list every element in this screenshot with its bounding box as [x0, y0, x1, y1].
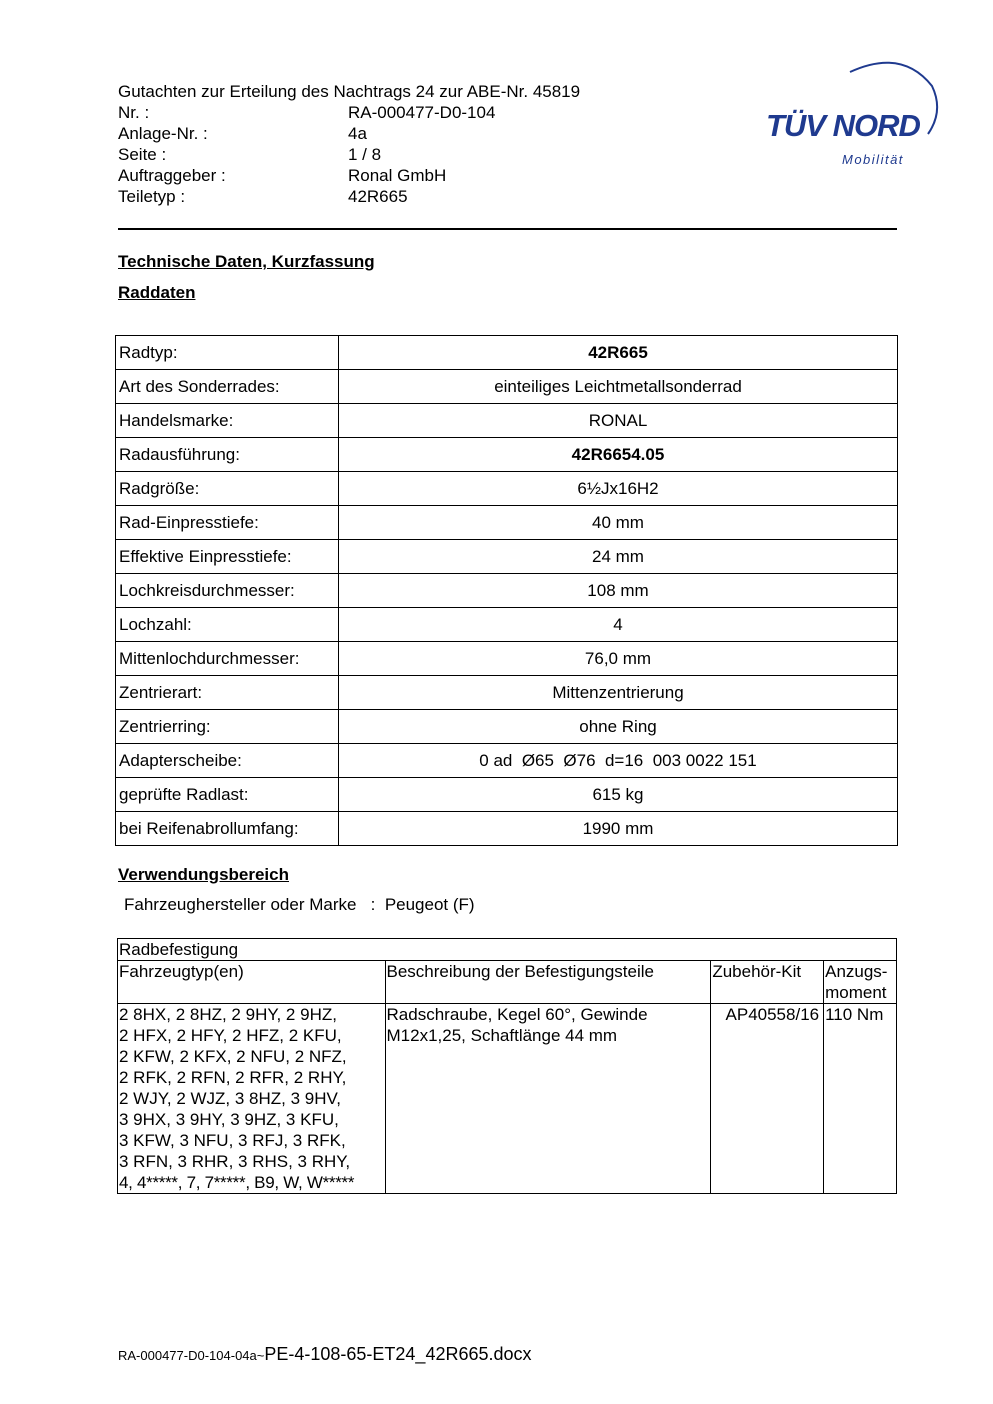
row-value: einteiliges Leichtmetallsonderrad [339, 370, 898, 404]
row-label: Adapterscheibe: [116, 744, 339, 778]
meta-value-nr: RA-000477-D0-104 [348, 103, 496, 122]
meta-row [118, 165, 495, 186]
vehicle-types-cell [118, 1004, 386, 1194]
table-header-row [118, 961, 897, 1004]
row-label: Mittenlochdurchmesser: [116, 642, 339, 676]
row-value: 615 kg [339, 778, 898, 812]
vehicle-types-line: 2 KFW, 2 KFX, 2 NFU, 2 NFZ, [119, 1047, 347, 1066]
section-heading-verwendungsbereich: Verwendungsbereich [118, 865, 289, 884]
footer-filename [118, 1344, 532, 1365]
row-label: bei Reifenabrollumfang: [116, 812, 339, 846]
meta-label-anlage: Anlage-Nr. : [118, 124, 208, 143]
row-label: Lochzahl: [116, 608, 339, 642]
table-title-row [118, 939, 897, 961]
section-heading-technische-daten: Technische Daten, Kurzfassung [118, 252, 375, 271]
row-value: RONAL [339, 404, 898, 438]
table-title: Radbefestigung [118, 939, 897, 961]
vehicle-types-line: 2 8HX, 2 8HZ, 2 9HY, 2 9HZ, [119, 1005, 337, 1024]
column-header-beschreibung: Beschreibung der Befestigungsteile [385, 961, 711, 1004]
table-row [116, 778, 898, 812]
column-header-zubehoer-kit: Zubehör-Kit [711, 961, 824, 1004]
table-row [116, 540, 898, 574]
column-header-fahrzeugtyp: Fahrzeugtyp(en) [118, 961, 386, 1004]
vehicle-types-line: 2 WJY, 2 WJZ, 3 8HZ, 3 9HV, [119, 1089, 342, 1108]
header-divider [118, 228, 897, 230]
usage-separator: : [370, 895, 376, 914]
vehicle-types-line: 4, 4*****, 7, 7*****, B9, W, W***** [119, 1173, 355, 1192]
row-value: 0 ad Ø65 Ø76 d=16 003 0022 151 [339, 744, 898, 778]
meta-row [118, 102, 495, 123]
row-value: 76,0 mm [339, 642, 898, 676]
row-label: Handelsmarke: [116, 404, 339, 438]
fastening-description-cell [385, 1004, 711, 1194]
vehicle-types-line: 2 RFK, 2 RFN, 2 RFR, 2 RHY, [119, 1068, 347, 1087]
meta-label-nr: Nr. : [118, 103, 150, 122]
table-row [116, 404, 898, 438]
table-row [116, 574, 898, 608]
meta-label-seite: Seite : [118, 145, 167, 164]
row-label: Art des Sonderrades: [116, 370, 339, 404]
table-row [116, 812, 898, 846]
table-row [116, 744, 898, 778]
vehicle-types-line: 3 9HX, 3 9HY, 3 9HZ, 3 KFU, [119, 1110, 339, 1129]
meta-value-seite: 1 / 8 [348, 145, 382, 164]
header-meta [118, 102, 495, 207]
row-value: 1990 mm [339, 812, 898, 846]
meta-row [118, 123, 495, 144]
table-row [116, 370, 898, 404]
logo-brand-text: TÜV NORD [766, 108, 920, 143]
row-value: 108 mm [339, 574, 898, 608]
header-line: moment [825, 983, 887, 1002]
description-line: M12x1,25, Schaftlänge 44 mm [386, 1026, 618, 1045]
table-row [116, 472, 898, 506]
footer-docname: PE-4-108-65-ET24_42R665.docx [264, 1344, 532, 1364]
usage-label: Fahrzeughersteller oder Marke [124, 895, 357, 914]
accessory-kit-cell: AP40558/16 [711, 1004, 824, 1194]
row-value: 42R665 [339, 336, 898, 370]
meta-row [118, 186, 495, 207]
row-label: Effektive Einpresstiefe: [116, 540, 339, 574]
table-row [116, 336, 898, 370]
row-label: Radtyp: [116, 336, 339, 370]
row-value: 40 mm [339, 506, 898, 540]
meta-label-teiletyp: Teiletyp : [118, 187, 186, 206]
usage-manufacturer-line [124, 895, 475, 915]
table-row [116, 438, 898, 472]
row-label: geprüfte Radlast: [116, 778, 339, 812]
row-value: 4 [339, 608, 898, 642]
table-row [116, 642, 898, 676]
torque-cell: 110 Nm [824, 1004, 897, 1194]
tuev-nord-logo [762, 56, 942, 176]
row-value: 24 mm [339, 540, 898, 574]
section-heading-raddaten: Raddaten [118, 283, 196, 302]
row-label: Zentrierring: [116, 710, 339, 744]
row-label: Radausführung: [116, 438, 339, 472]
table-row [118, 1004, 897, 1194]
row-label: Rad-Einpresstiefe: [116, 506, 339, 540]
row-label: Zentrierart: [116, 676, 339, 710]
usage-value: Peugeot (F) [384, 895, 475, 914]
raddaten-table [115, 335, 898, 846]
meta-row [118, 144, 495, 165]
vehicle-types-line: 3 KFW, 3 NFU, 3 RFJ, 3 RFK, [119, 1131, 346, 1150]
meta-label-auftraggeber: Auftraggeber : [118, 166, 226, 185]
radbefestigung-table [117, 938, 897, 1194]
row-label: Radgröße: [116, 472, 339, 506]
table-row [116, 608, 898, 642]
header-line: Anzugs- [825, 962, 888, 981]
table-row [116, 676, 898, 710]
vehicle-types-line: 3 RFN, 3 RHR, 3 RHS, 3 RHY, [119, 1152, 351, 1171]
meta-value-auftraggeber: Ronal GmbH [348, 166, 447, 185]
row-value: Mittenzentrierung [339, 676, 898, 710]
row-label: Lochkreisdurchmesser: [116, 574, 339, 608]
logo-sub-text: Mobilität [842, 152, 904, 167]
description-line: Radschraube, Kegel 60°, Gewinde [386, 1005, 648, 1024]
row-value: 6½Jx16H2 [339, 472, 898, 506]
column-header-anzugsmoment [824, 961, 897, 1004]
document-title: Gutachten zur Erteilung des Nachtrags 24 zur ABE-Nr. 45819 [118, 82, 581, 101]
table-row [116, 506, 898, 540]
row-value: ohne Ring [339, 710, 898, 744]
meta-value-teiletyp: 42R665 [348, 187, 408, 206]
footer-prefix: RA-000477-D0-104-04a~ [118, 1348, 265, 1363]
vehicle-types-line: 2 HFX, 2 HFY, 2 HFZ, 2 KFU, [119, 1026, 342, 1045]
meta-value-anlage: 4a [348, 124, 367, 143]
row-value: 42R6654.05 [339, 438, 898, 472]
table-row [116, 710, 898, 744]
